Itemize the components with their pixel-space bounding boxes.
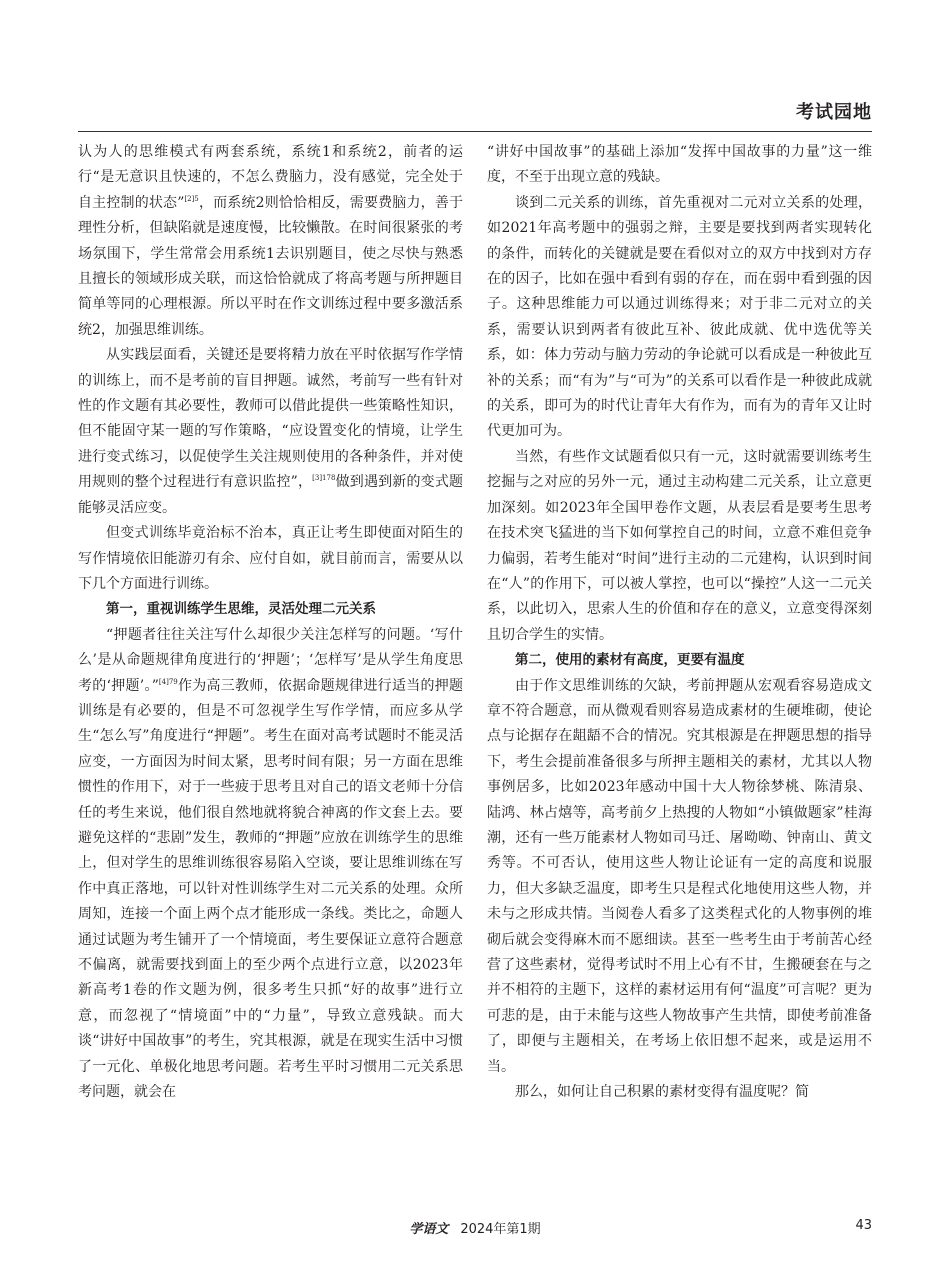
citation-ref: [3]178 — [312, 474, 336, 483]
section-title: 考试园地 — [796, 102, 872, 123]
citation-ref: [4]79 — [158, 677, 178, 686]
page-number: 43 — [855, 1218, 872, 1233]
subheading: 第一，重视训练学生思维，灵活处理二元关系 — [106, 601, 376, 618]
paragraph: “讲好中国故事”的基础上添加“发挥中国故事的力量”这一维度，不至于出现立意的残缺。 — [487, 144, 872, 186]
journal-logo: 学语文 — [409, 1222, 449, 1237]
citation-ref: [2]5 — [184, 194, 199, 203]
paragraph: 当然，有些作文试题看似只有一元，这时就需要训练考生挖掘与之对应的另外一元，通过主动构建二元关系，让立意更加深刻。如2023年全国甲卷作文题，从表层看是要考生思考在技术突飞猛进的当下如何掌控自己的时间，立意不难但竞争力偏弱，若考生能对“时间”进行主动的二元建构，认识到时间在“人”的作用下，可以被人掌控，也可以“操控”人这一二元关系，以此切入，思索人生的价值和存在的意义，立意变得深刻且切合学生的实情。 — [487, 448, 872, 643]
page-footer — [78, 1218, 872, 1242]
journal-info — [78, 1218, 872, 1237]
paragraph: 但变式训练毕竟治标不治本，真正让考生即使面对陌生的写作情境依旧能游刃有余、应付自如，就目前而言，需要从以下几个方面进行训练。 — [78, 525, 463, 592]
paragraph: 谈到二元关系的训练，首先重视对二元对立关系的处理，如2021年高考题中的强弱之辩，主要是要找到两者实现转化的条件，而转化的关键就是要在看似对立的双方中找到对方存在的因子，比如在强中看到有弱的存在，而在弱中看到强的因子。这种思维能力可以通过训练得来；对于非二元对立的关系，需要认识到两者有彼此互补、彼此成就、优中选优等关系，如：体力劳动与脑力劳动的争论就可以看成是一种彼此互补的关系；而“有为”与“可为”的关系可以看作是一种彼此成就的关系，即可为的时代让青年大有作为，而有为的青年又让时代更加可为。 — [487, 194, 872, 440]
right-column — [487, 140, 872, 1105]
paragraph: 从实践层面看，关键还是要将精力放在平时依据写作学情的训练上，而不是考前的盲目押题。诚然，考前写一些有针对性的作文题有其必要性，教师可以借此提供一些策略性知识，但不能固守某一题的写作策略，“应设置变化的情境，让学生进行变式练习，以促使学生关注规则使用的各种条件，并对使用规则的整个过程进行有意识监控”，$^{[3]178}$做到遇到新的变式题能够灵活应变。 — [78, 347, 464, 516]
paragraph: 认为人的思维模式有两套系统，系统1和系统2，前者的运行“是无意识且快速的，不怎么费脑力，没有感觉，完全处于自主控制的状态”$^{[2]5}$，而系统2则恰恰相反，需要费脑力，善于理性分析，但缺陷就是速度慢，比较懒散。在时间很紧张的考场氛围下，学生常常会用系统1去识别题目，使之尽快与熟悉且擅长的领域形成关联，而这恰恰就成了将高考题与所押题目简单等同的心理根源。所以平时在作文训练过程中要多激活系统2，加强思维训练。 — [78, 144, 463, 338]
paragraph: “押题者往往关注写什么却很少关注怎样写的问题。‘写什么’是从命题规律角度进行的‘押题’；‘怎样写’是从学生角度思考的‘押题’。”$^{[4]79}$作为高三教师，依据命题规律进行适当的押题训练是有必要的，但是不可忽视学生写作学情，而应多从学生“怎么写”角度进行“押题”。考生在面对高考试题时不能灵活应变，一方面因为时间太紧，思考时间有限；另一方面在思维惯性的作用下，对于一些疲于思考且对自己的语文老师十分信任的考生来说，他们很自然地就将貌合神离的作文套上去。要避免这样的“悲剧”发生，教师的“押题”应放在训练学生的思维上，但对学生的思维训练很容易陷入空谈，要让思维训练在写作中真正落地，可以针对性训练学生对二元关系的处理。众所周知，连接一个面上两个点才能形成一条线。类比之，命题人通过试题为考生铺开了一个情境面，考生要保证立意符合题意不偏离，就需要找到面上的至少两个点进行立意，以2023年新高考1卷的作文题为例，很多考生只抓“好的故事”进行立意，而忽视了“情境面”中的“力量”，导致立意残缺。而大谈“讲好中国故事”的考生，究其根源，就是在现实生活中习惯了一元化、单极化地思考问题。若考生平时习惯用二元关系思考问题，就会在 — [78, 626, 463, 1101]
paragraph: 那么，如何让自己积累的素材变得有温度呢？简 — [515, 1084, 809, 1101]
issue-label: 2024年第1期 — [460, 1222, 541, 1237]
left-column — [78, 140, 463, 1105]
subheading: 第二，使用的素材有高度，更要有温度 — [515, 652, 745, 669]
header-rule — [78, 131, 872, 132]
paragraph: 由于作文思维训练的欠缺，考前押题从宏观看容易造成文章不符合题意，而从微观看则容易造成素材的生硬堆砌，使论点与论据存在龃龉不合的情况。究其根源是在押题思想的指导下，考生会提前准备很多与所押主题相关的素材，尤其以人物事例居多，比如2023年感动中国十大人物徐梦桃、陈清泉、陆鸿、林占熺等，高考前夕上热搜的人物如“小镇做题家”桂海潮，还有一些万能素材人物如司马迁、屠呦呦、钟南山、黄文秀等。不可否认，使用这些人物让论证有一定的高度和说服力，但大多缺乏温度，即考生只是程式化地使用这些人物，并未与之形成共情。当阅卷人看多了这类程式化的人物事例的堆砌后就会变得麻木而不愿细读。甚至一些考生由于考前苦心经营了这些素材，觉得考试时不用上心有不甘，生搬硬套在与之并不相符的主题下，这样的素材运用有何“温度”可言呢？更为可悲的是，由于未能与这些人物故事产生共情，即使考前准备了，即便与主题相关，在考场上依旧想不起来，或是运用不当。 — [487, 677, 872, 1075]
